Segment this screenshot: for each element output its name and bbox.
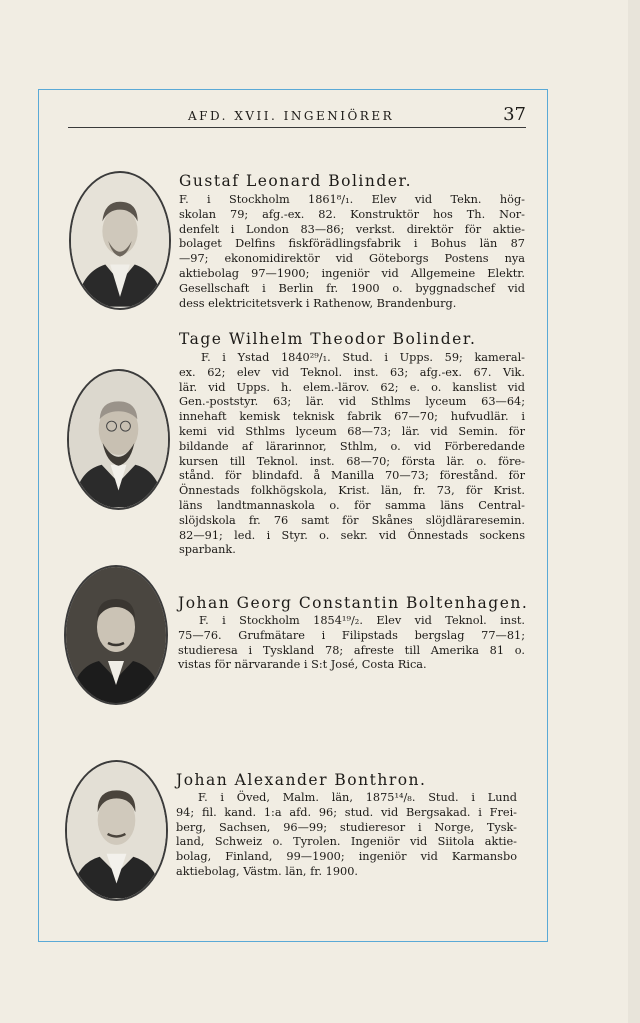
bio-line: dess elektricitetsverk i Rathenow, Brandenburg. (179, 296, 457, 310)
bio-line: kemi vid Sthlms lyceum 68—73; lär. vid Semin. för (179, 424, 525, 438)
bio-line: bildande af lärarinnor, Sthlm, o. vid Förberedande (179, 439, 525, 453)
portrait-johan-bonthron (65, 760, 168, 901)
bio-line: ex. 62; elev vid Teknol. inst. 63; afg.-ex. 67. Vik. (179, 365, 525, 379)
portrait-gustaf-bolinder (69, 171, 171, 310)
bio-line: lär. vid Upps. h. elem.-lärov. 62; e. o. kanslist vid (179, 380, 525, 394)
portrait-tage-bolinder (67, 369, 170, 510)
entry-bio (179, 193, 525, 311)
entry-name: Gustaf Leonard Bolinder. (179, 172, 413, 190)
bio-line: F. i Stockholm 1854¹⁹/₂. Elev vid Teknol. inst. (199, 614, 525, 627)
bio-line: slöjdskola fr. 76 samt för Skånes slöjdläraresemin. (179, 513, 525, 527)
portrait-johan-boltenhagen (64, 565, 168, 705)
bio-line: sparbank. (179, 543, 236, 557)
header-rule (68, 127, 526, 128)
page-number: 37 (503, 104, 526, 125)
bio-line: land, Schweiz o. Tyrolen. Ingeniör vid Siitola aktie- (176, 835, 517, 849)
entry-name: Johan Georg Constantin Boltenhagen. (178, 594, 529, 612)
entry-name: Tage Wilhelm Theodor Bolinder. (179, 330, 477, 348)
bio-line: läns landtmannaskola o. för samma läns Central- (179, 498, 525, 512)
bio-line: innehaft kemisk teknisk fabrik 67—70; hufvudlär. i (179, 410, 525, 424)
portrait-image (66, 567, 166, 703)
bio-line: Gen.-poststyr. 63; lär. vid Sthlms lyceum 63—64; (179, 395, 525, 409)
entry-bio (198, 791, 517, 806)
bio-line: Önnestads folkhögskola, Krist. län, fr. 73, för Krist. (179, 484, 525, 498)
bio-line: denfelt i London 83—86; verkst. direktör för aktie- (179, 222, 525, 236)
bio-line: aktiebolag 97—1900; ingeniör vid Allgemeine Elektr. (179, 266, 525, 280)
entry-name: Johan Alexander Bonthron. (176, 771, 427, 789)
bio-line: —97; ekonomidirektör vid Göteborgs Postens nya (179, 252, 525, 266)
bio-line: berg, Sachsen, 96—99; studieresor i Norge, Tysk- (176, 820, 517, 834)
bio-line: Gesellschaft i Berlin fr. 1900 o. byggnadschef vid (179, 281, 525, 295)
portrait-image (69, 371, 168, 508)
bio-line: aktiebolag, Västm. län, fr. 1900. (176, 864, 358, 878)
section-title: AFD. XVII. INGENIÖRER (188, 109, 395, 123)
entry-bio (201, 351, 525, 366)
entry-bio-continued (178, 629, 525, 673)
bio-line: studieresa i Tyskland 78; afreste till Amerika 81 o. (178, 643, 525, 657)
bio-line: F. i Stockholm 1861⁸/₁. Elev vid Tekn. hög- (179, 193, 525, 206)
bio-line: 75—76. Grufmätare i Filipstads bergslag 77—81; (178, 628, 525, 642)
running-header (40, 104, 526, 128)
entry-bio-continued (176, 806, 517, 880)
bio-line: kursen till Teknol. inst. 68—70; första lär. o. före- (179, 454, 525, 468)
page-edge (628, 0, 640, 1023)
bio-line: skolan 79; afg.-ex. 82. Konstruktör hos Th. Nor- (179, 207, 525, 221)
bio-line: 82—91; led. i Styr. o. sekr. vid Önnestads sockens (179, 528, 525, 542)
bio-line: bolaget Delfins fiskförädlingsfabrik i Bohus län 87 (179, 237, 525, 251)
entry-bio (199, 614, 525, 629)
bio-line: F. i Öved, Malm. län, 1875¹⁴/₈. Stud. i Lund (198, 791, 517, 804)
bio-line: 94; fil. kand. 1:a afd. 96; stud. vid Bergsakad. i Frei- (176, 805, 517, 819)
portrait-image (67, 762, 166, 899)
bio-line: stånd. för blindafd. å Manilla 70—73; förestånd. för (179, 469, 525, 483)
bio-line: F. i Ystad 1840²⁹/₁. Stud. i Upps. 59; kameral- (201, 351, 525, 364)
entry-bio-continued (179, 366, 525, 558)
portrait-image (71, 173, 169, 308)
bio-line: bolag, Finland, 99—1900; ingeniör vid Karmansbo (176, 850, 517, 864)
bio-line: vistas för närvarande i S:t José, Costa Rica. (178, 658, 427, 672)
